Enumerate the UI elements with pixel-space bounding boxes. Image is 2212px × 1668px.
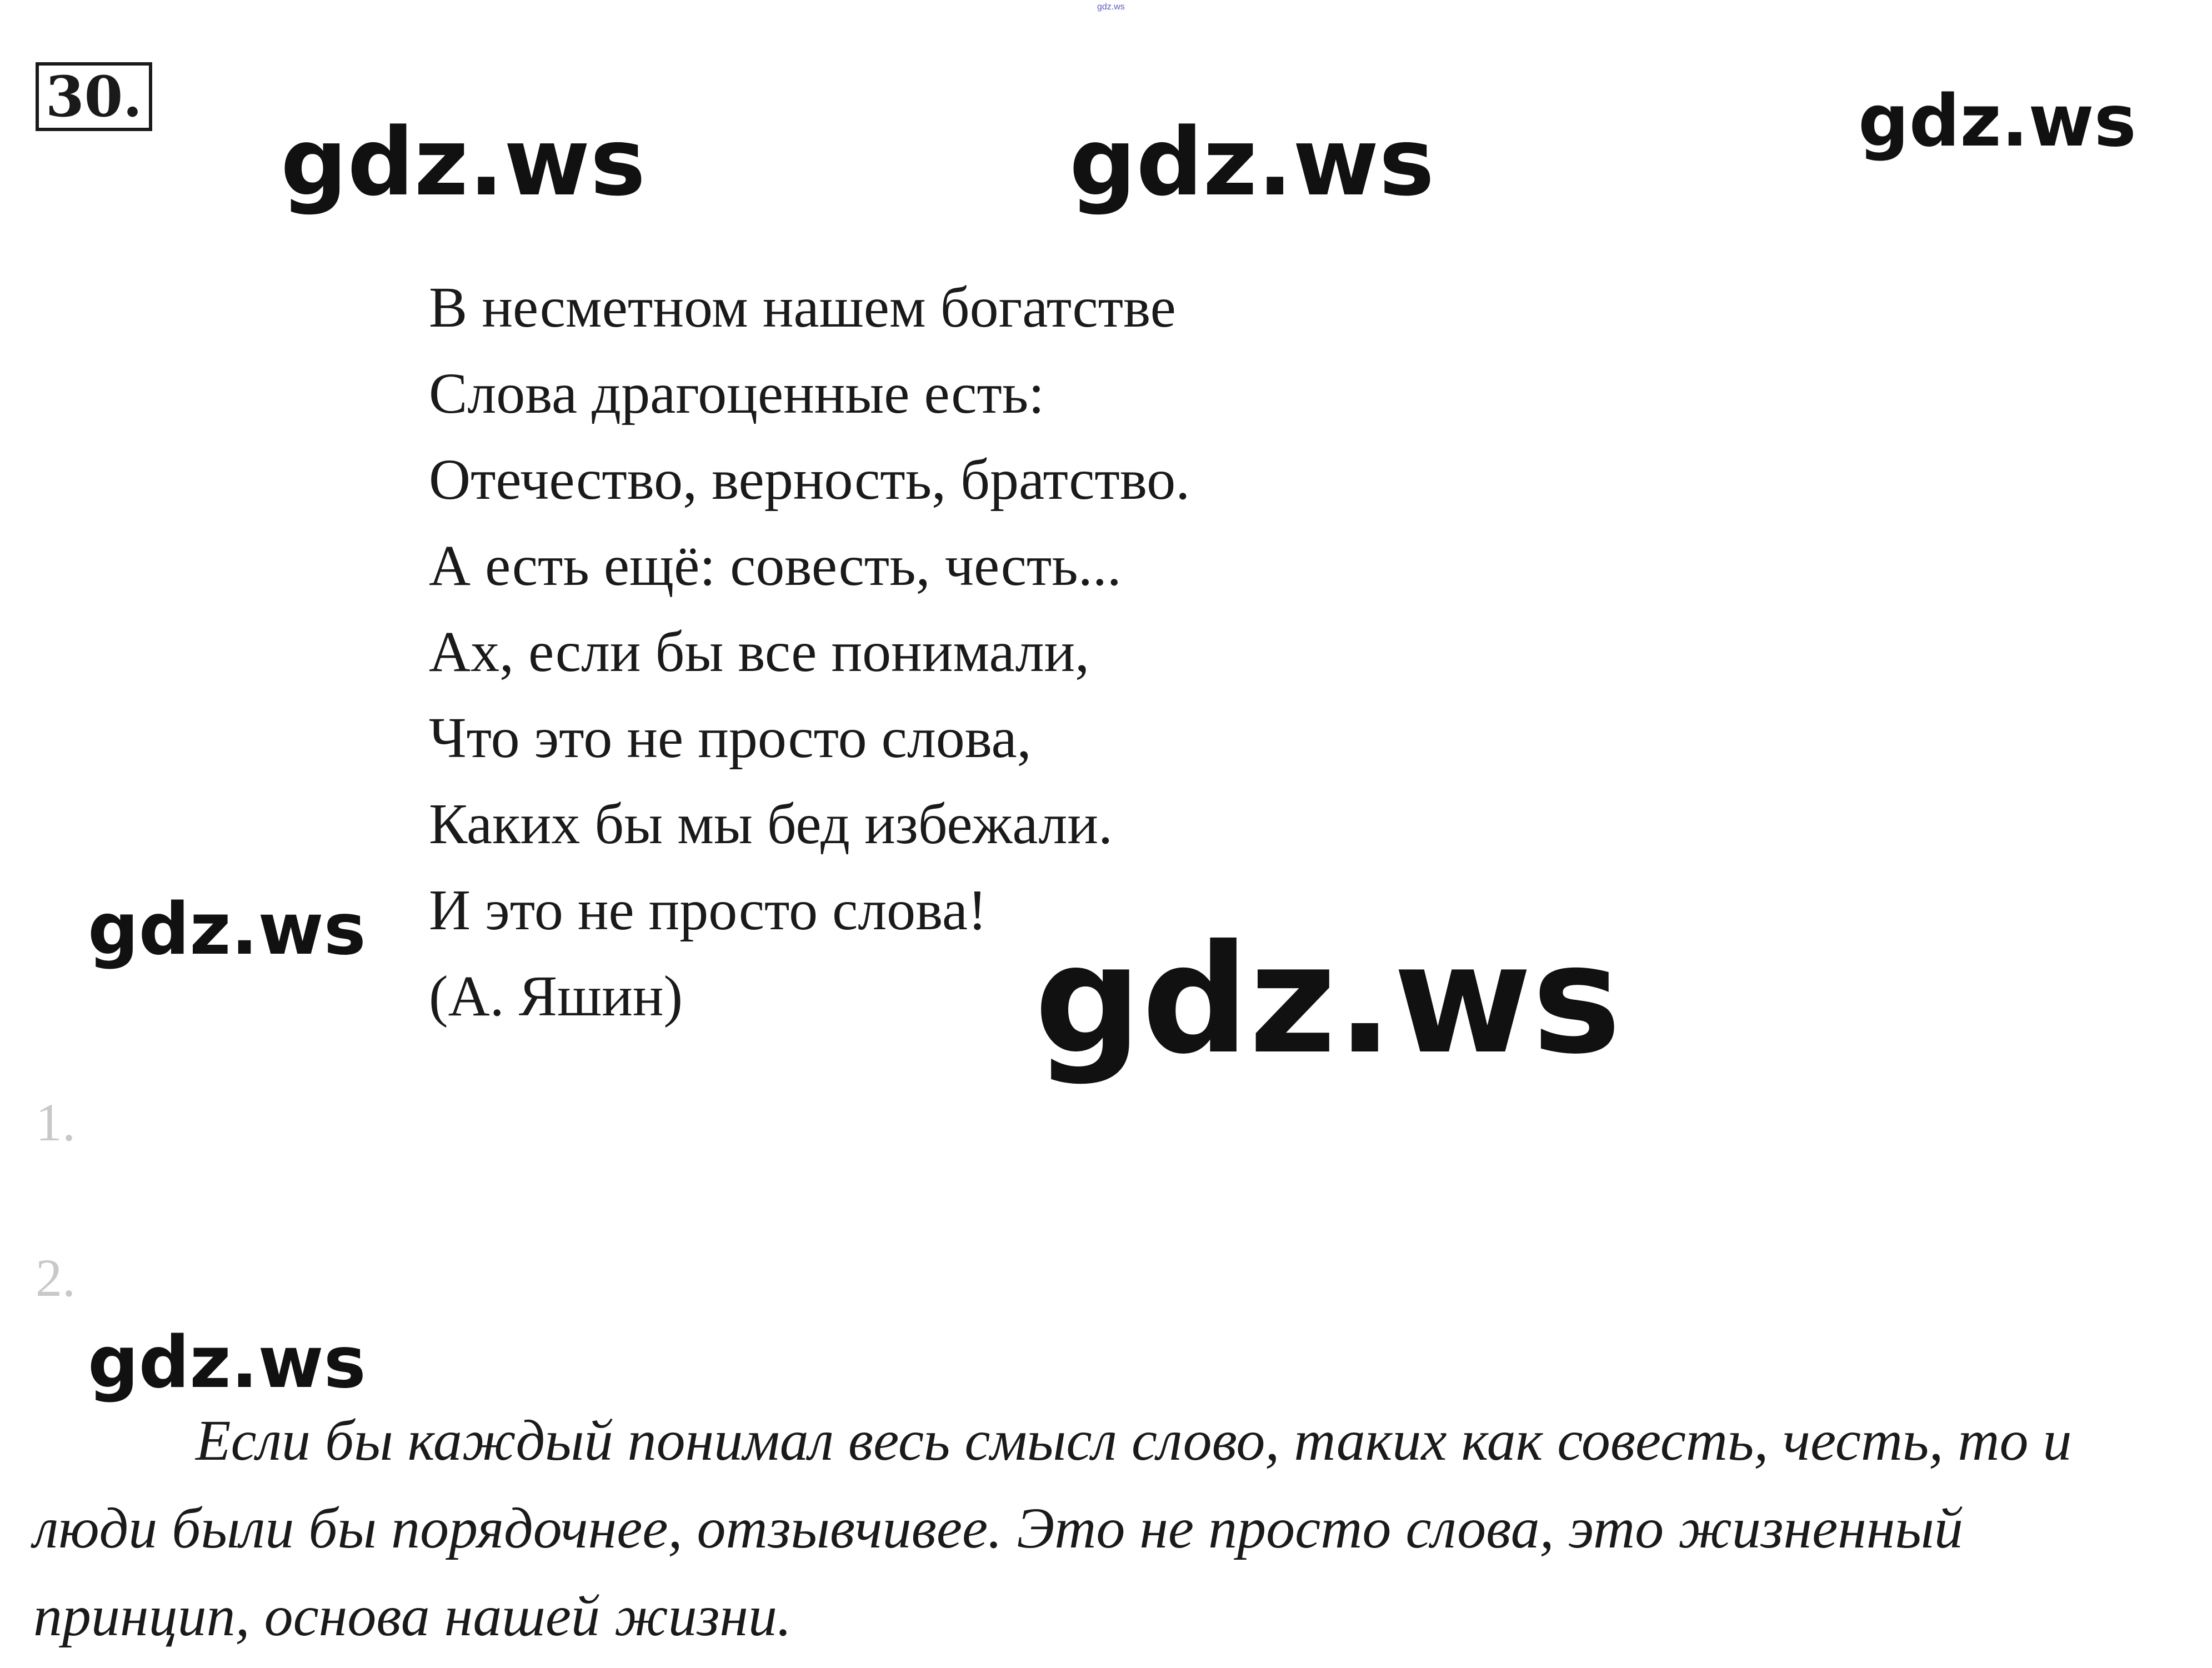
task-number-box: 30. — [36, 62, 152, 131]
list-number-2: 2. — [36, 1248, 76, 1308]
list-number-1: 1. — [36, 1093, 76, 1152]
poem-line: А есть ещё: совесть, честь... — [429, 534, 1122, 598]
poem-line: И это не просто слова! — [429, 878, 987, 942]
poem-line: Что это не просто слова, — [429, 706, 1032, 770]
poem-author: (А. Яшин) — [429, 964, 683, 1028]
watermark-4: gdz.ws — [88, 888, 366, 971]
poem-line: Отечество, верность, братство. — [429, 448, 1190, 512]
poem-line: Слова драгоценные есть: — [429, 362, 1045, 425]
watermark-6: gdz.ws — [88, 1321, 366, 1404]
watermark-3: gdz.ws — [1858, 80, 2136, 163]
watermark-2: gdz.ws — [1069, 108, 1435, 217]
watermark-1: gdz.ws — [281, 108, 646, 217]
poem-line: Ах, если бы все понимали, — [429, 620, 1090, 684]
poem-line: Каких бы мы бед избежали. — [429, 792, 1113, 856]
top-watermark-text: gdz.ws — [1097, 2, 1125, 12]
poem-line: В несметном нашем богатстве — [429, 276, 1176, 339]
watermark-5: gdz.ws — [1034, 912, 1622, 1087]
answer-paragraph: Если бы каждый понимал весь смысл слово, таких как совесть, честь, то и люди были бы порядочнее, отзывчивее. Это не просто слова, это жизненный принцип, основа нашей жизни. — [33, 1409, 2072, 1648]
